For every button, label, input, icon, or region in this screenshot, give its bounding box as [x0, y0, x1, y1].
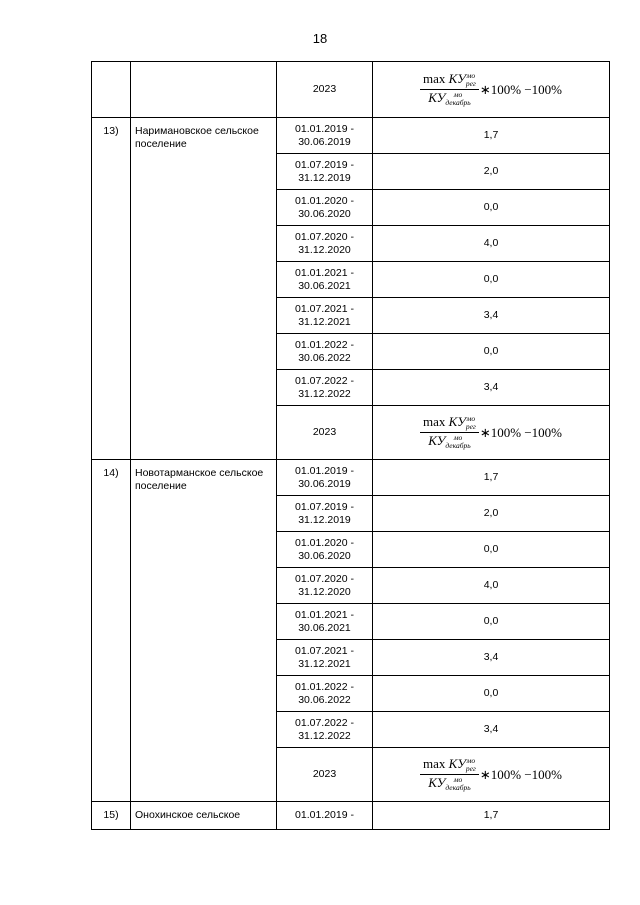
formula-supsub [445, 776, 470, 792]
formula-fraction [420, 757, 479, 792]
value-cell: 3,4 [373, 712, 610, 748]
formula-numerator [420, 415, 479, 433]
formula-fraction [420, 415, 479, 450]
period-cell: 01.07.2020 - 31.12.2020 [277, 226, 373, 262]
formula-ku: КУ [448, 755, 466, 771]
formula-sub-denominator: декабрь [445, 98, 471, 108]
period-cell: 01.01.2021 - 30.06.2021 [277, 262, 373, 298]
value-cell: 0,0 [373, 532, 610, 568]
period-cell: 01.01.2020 - 30.06.2020 [277, 190, 373, 226]
period-cell: 01.01.2022 - 30.06.2022 [277, 676, 373, 712]
formula-supsub [466, 415, 476, 431]
value-cell: 2,0 [373, 496, 610, 532]
formula [420, 72, 562, 107]
formula-fraction [420, 72, 479, 107]
value-cell: 3,4 [373, 640, 610, 676]
value-cell: 0,0 [373, 334, 610, 370]
formula-ku: КУ [428, 775, 446, 790]
period-cell: 01.01.2019 - 30.06.2019 [277, 118, 373, 154]
formula-max: max [422, 413, 446, 429]
table-row [92, 460, 610, 496]
period-cell: 01.07.2020 - 31.12.2020 [277, 568, 373, 604]
table-row [92, 118, 610, 154]
row-number: 14) [92, 460, 131, 802]
formula-supsub [445, 91, 470, 107]
row-number: 15) [92, 802, 131, 830]
rates-table-body [92, 62, 610, 830]
period-cell: 01.01.2020 - 30.06.2020 [277, 532, 373, 568]
value-cell: 1,7 [373, 460, 610, 496]
row-number: 13) [92, 118, 131, 460]
formula-tail: ∗100% −100% [479, 82, 562, 97]
table-row [92, 62, 610, 118]
value-cell: 3,4 [373, 370, 610, 406]
table-row [92, 802, 610, 830]
formula-sup: мо [466, 756, 476, 765]
formula-ku: КУ [448, 70, 466, 86]
empty-cell [92, 62, 131, 118]
formula-cell [373, 62, 610, 118]
formula-ku: КУ [428, 90, 446, 105]
value-cell: 1,7 [373, 118, 610, 154]
period-cell: 01.01.2022 - 30.06.2022 [277, 334, 373, 370]
formula-denominator [425, 90, 473, 107]
period-cell: 2023 [277, 406, 373, 460]
period-cell: 01.07.2022 - 31.12.2022 [277, 712, 373, 748]
value-cell: 4,0 [373, 226, 610, 262]
formula-max: max [422, 755, 446, 771]
settlement-name: Новотарманское сельское поселение [131, 460, 277, 802]
value-cell: 4,0 [373, 568, 610, 604]
rates-table [91, 61, 610, 830]
value-cell: 3,4 [373, 298, 610, 334]
value-cell: 1,7 [373, 802, 610, 830]
formula-sup: мо [453, 775, 463, 785]
period-cell: 01.07.2022 - 31.12.2022 [277, 370, 373, 406]
formula-supsub [466, 72, 476, 88]
settlement-name: Онохинское сельское [131, 802, 277, 830]
formula-numerator [420, 72, 479, 90]
period-cell: 01.07.2019 - 31.12.2019 [277, 496, 373, 532]
period-cell: 01.01.2021 - 30.06.2021 [277, 604, 373, 640]
value-cell: 2,0 [373, 154, 610, 190]
formula-max: max [422, 70, 446, 86]
formula-sub-denominator: декабрь [445, 783, 471, 793]
formula-sup: мо [466, 71, 476, 80]
formula-supsub [445, 434, 470, 450]
period-cell: 01.07.2019 - 31.12.2019 [277, 154, 373, 190]
formula-sub-numerator: рег [465, 422, 476, 431]
formula-ku: КУ [428, 433, 446, 448]
formula-sub-denominator: декабрь [445, 441, 471, 451]
formula-sup: мо [453, 90, 463, 100]
period-cell: 01.07.2021 - 31.12.2021 [277, 298, 373, 334]
period-cell: 2023 [277, 62, 373, 118]
page-number: 18 [312, 31, 328, 46]
formula-supsub [466, 757, 476, 773]
formula-cell [373, 406, 610, 460]
formula-ku: КУ [448, 413, 466, 429]
formula-denominator [425, 775, 473, 792]
value-cell: 0,0 [373, 676, 610, 712]
formula [420, 415, 562, 450]
formula-denominator [425, 433, 473, 450]
formula-cell [373, 748, 610, 802]
period-cell: 01.01.2019 - [277, 802, 373, 830]
formula-sub-numerator: рег [465, 764, 476, 773]
formula-tail: ∗100% −100% [479, 767, 562, 782]
settlement-name: Наримановское сельское поселение [131, 118, 277, 460]
value-cell: 0,0 [373, 190, 610, 226]
formula-sup: мо [453, 433, 463, 443]
period-cell: 2023 [277, 748, 373, 802]
formula-numerator [420, 757, 479, 775]
formula-sub-numerator: рег [465, 79, 476, 88]
value-cell: 0,0 [373, 604, 610, 640]
formula [420, 757, 562, 792]
formula-sup: мо [466, 414, 476, 423]
value-cell: 0,0 [373, 262, 610, 298]
period-cell: 01.07.2021 - 31.12.2021 [277, 640, 373, 676]
empty-cell [131, 62, 277, 118]
period-cell: 01.01.2019 - 30.06.2019 [277, 460, 373, 496]
formula-tail: ∗100% −100% [479, 425, 562, 440]
